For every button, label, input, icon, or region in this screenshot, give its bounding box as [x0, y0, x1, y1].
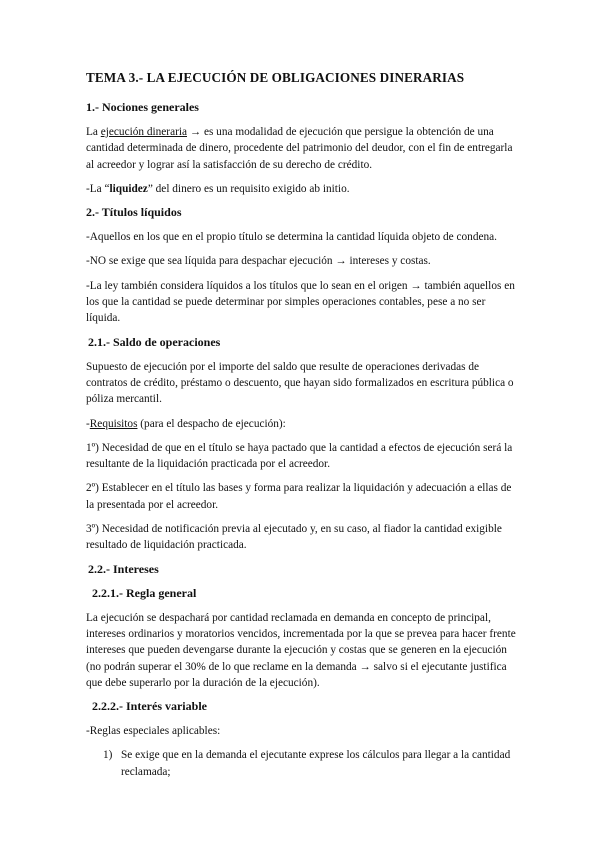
document-title: TEMA 3.- LA EJECUCIÓN DE OBLIGACIONES DINERARIAS — [86, 70, 465, 85]
term-ejecucion-dineraria: ejecución dineraria — [100, 126, 187, 138]
section-2-2-1-paragraph-1: La ejecución se despachará por cantidad reclamada en demanda en concepto de principal, intereses ordinarios y moratorios vencidos, incrementada por la que se prevea para hacer frente intereses que pueden devengarse durante la ejecución y costas que se generen en la ejecución (no podrán superar el 30% de lo que reclame en la demanda → salvo si el ejecutante justifica que debe superarlo por la duración de la ejecución). — [86, 611, 516, 689]
section-2-2-heading: 2.2.- Intereses — [88, 561, 159, 576]
list-item-number: 1) — [103, 749, 113, 762]
section-2-paragraph-2: -NO se exige que sea líquida para despachar ejecución → intereses y costas. — [86, 255, 431, 268]
section-2-2-1-heading: 2.2.1.- Regla general — [92, 585, 197, 600]
section-2-2-2-heading: 2.2.2.- Interés variable — [92, 699, 207, 714]
section-2-1-requisitos: -Requisitos (para el despacho de ejecución): — [86, 417, 286, 430]
term-requisitos: Requisitos — [89, 417, 138, 430]
list-item — [86, 747, 518, 780]
section-2-paragraph-3: -La ley también considera líquidos a los títulos que lo sean en el origen → también aquellos en los que la cantidad se puede determinar por simples operaciones contables, pese a no ser líquida. — [86, 279, 515, 325]
section-1-paragraph-2: -La “liquidez” del dinero es un requisito exigido ab initio. — [86, 182, 350, 195]
section-2-1-heading: 2.1.- Saldo de operaciones — [88, 334, 221, 349]
section-1-heading: 1.- Nociones generales — [86, 100, 199, 114]
section-2-1-paragraph-1: Supuesto de ejecución por el importe del saldo que resulte de operaciones derivadas de contratos de crédito, préstamo o descuento, que hayan sido formalizados en escritura pública o póliza mercantil. — [86, 360, 514, 406]
list-item-text: Se exige que en la demanda el ejecutante exprese los cálculos para llegar a la cantidad reclamada; — [121, 749, 511, 778]
requisito-2: 2º) Establecer en el título las bases y forma para realizar la liquidación y adecuación a ellas de la presentada por el acreedor. — [86, 482, 512, 511]
document-page — [86, 70, 518, 788]
section-2-paragraph-1: -Aquellos en los que en el propio título se determina la cantidad líquida objeto de condena. — [86, 231, 497, 244]
section-2-heading: 2.- Títulos líquidos — [86, 205, 182, 220]
requisito-3: 3º) Necesidad de notificación previa al ejecutado y, en su caso, al fiador la cantidad exigible resultado de liquidación practicada. — [86, 523, 502, 552]
section-2-2-2-paragraph-1: -Reglas especiales aplicables: — [86, 725, 221, 738]
term-liquidez: liquidez — [109, 182, 148, 195]
requisito-1: 1º) Necesidad de que en el título se haya pactado que la cantidad a efectos de ejecución será la resultante de la liquidación practicada por el acreedor. — [86, 441, 513, 471]
section-1-paragraph-1: La ejecución dineraria → es una modalidad de ejecución que persigue la obtención de una cantidad determinada de dinero, procedente del patrimonio del deudor, con el fin de entregarla al acreedor y lograr así la satisfacción de su derecho de crédito. — [86, 126, 513, 171]
